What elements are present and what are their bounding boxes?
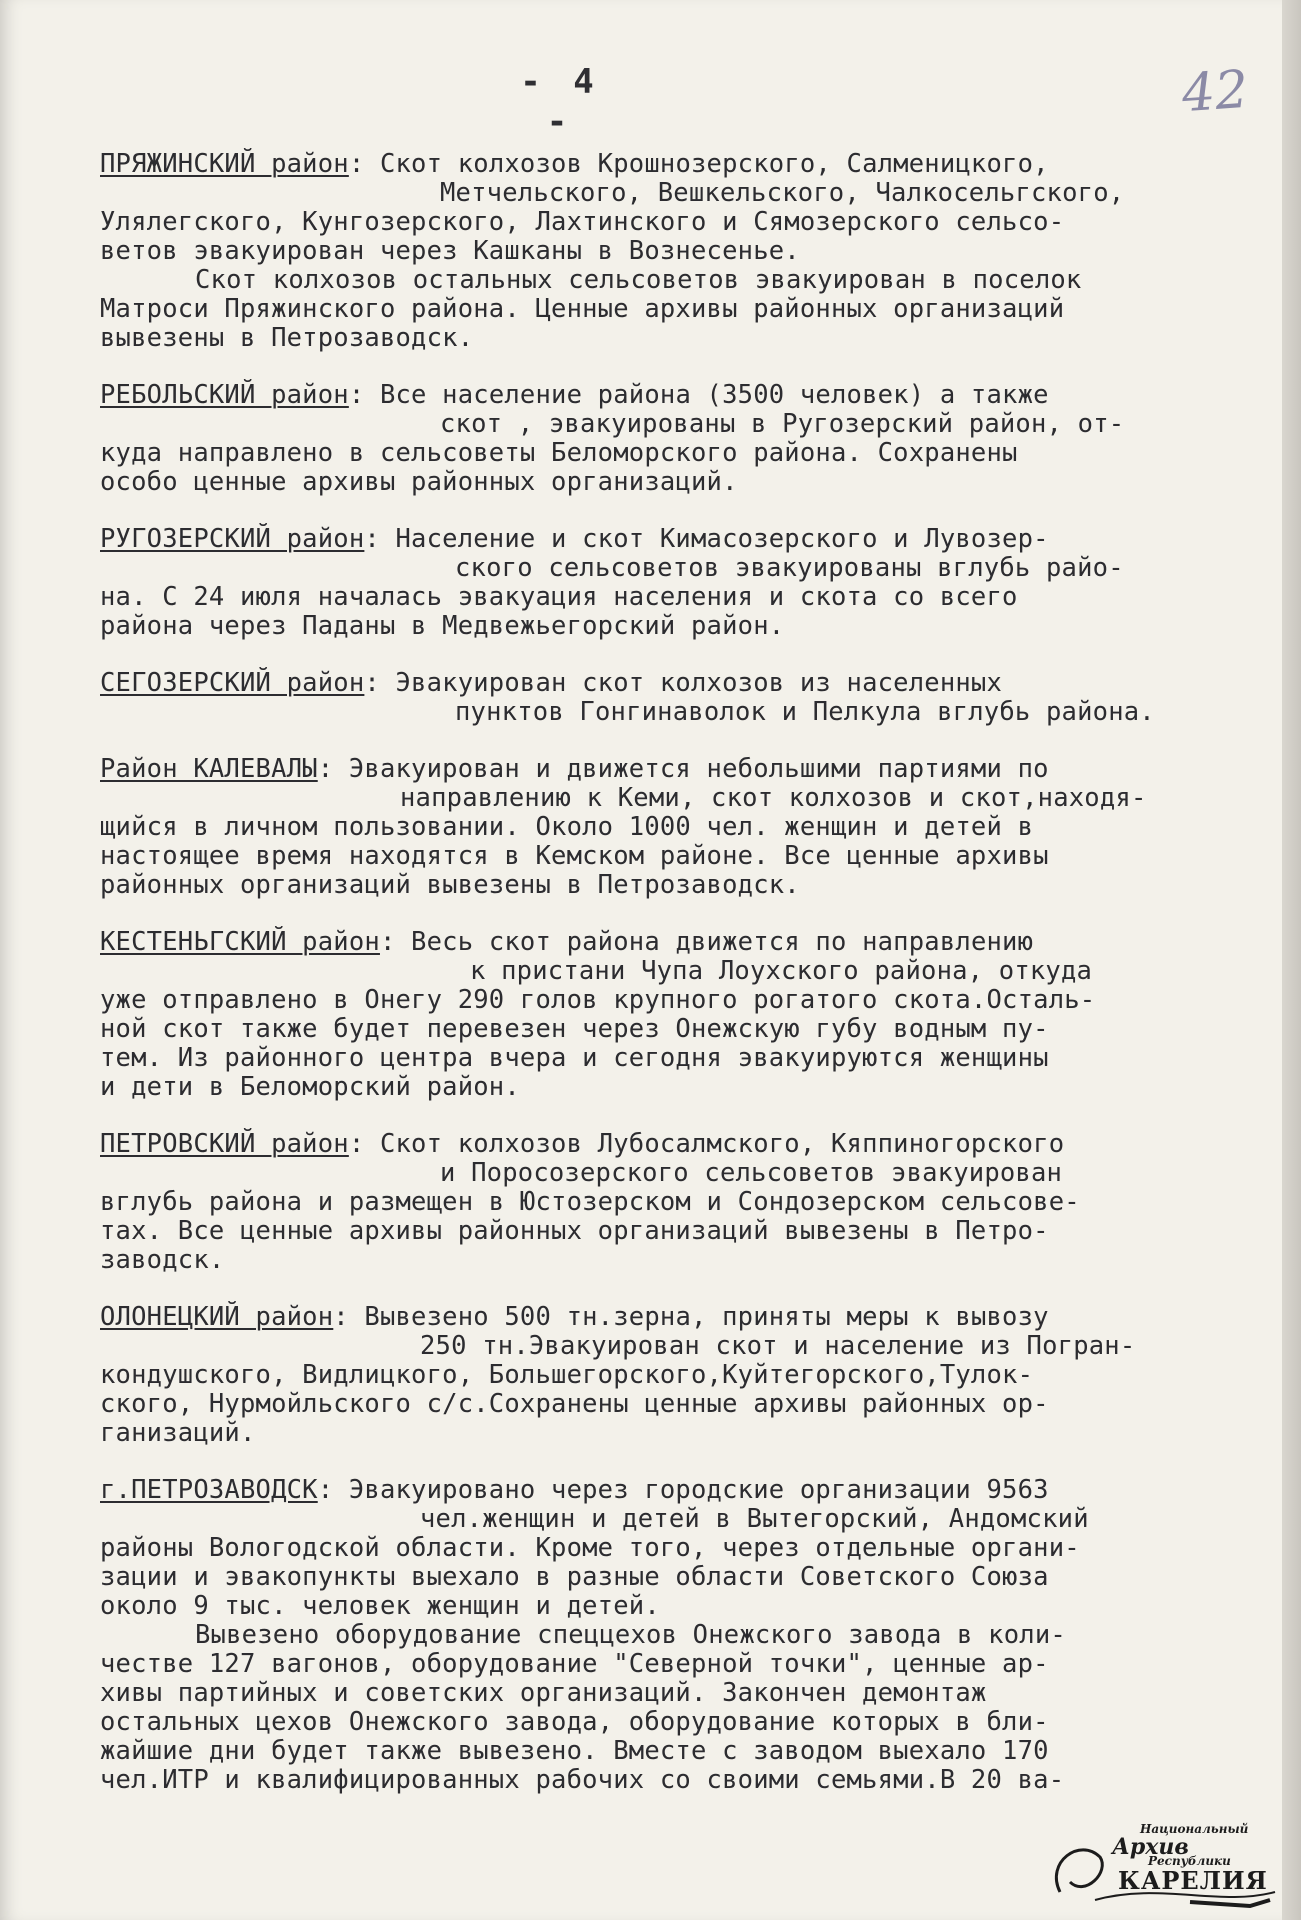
entry-line: районы Вологодской области. Кроме того, через отдельные органи- <box>100 1533 1080 1563</box>
district-name: РЕБОЛЬСКИЙ район <box>100 380 349 410</box>
entry-line: кондушского, Видлицкого, Большегорского,Куйтегорского,Тулок- <box>100 1360 1034 1390</box>
entry-line: куда направлено в сельсоветы Беломорского района. Сохранены <box>100 438 1018 468</box>
entry-line: тах. Все ценные архивы районных организаций вывезены в Петро- <box>100 1216 1049 1246</box>
entry-line: остальных цехов Онежского завода, оборудование которых в бли- <box>100 1707 1049 1737</box>
entry-text: : Вывезено 500 тн.зерна, приняты меры к вывозу <box>333 1302 1049 1332</box>
district-name: РУГОЗЕРСКИЙ район <box>100 524 365 554</box>
entry-line: чел.женщин и детей в Вытегорский, Андомский <box>420 1504 1089 1534</box>
entry-line: чел.ИТР и квалифицированных рабочих со своими семьями.В 20 ва- <box>100 1765 1065 1795</box>
entry-line: к пристани Чупа Лоухского района, откуда <box>470 956 1093 986</box>
district-name: ПЕТРОВСКИЙ район <box>100 1129 349 1159</box>
district-name: ПРЯЖИНСКИЙ район <box>100 149 349 179</box>
entry-text: : Эвакуирован скот колхозов из населенных <box>364 668 1003 698</box>
entry-text: : Население и скот Кимасозерского и Лувозер- <box>364 524 1049 554</box>
archive-folio-number: 42 <box>1179 59 1251 125</box>
entry-line: на. С 24 июля началась эвакуация населения и скота со всего <box>100 582 1018 612</box>
entry-line: вглубь района и размещен в Юстозерском и Сондозерском сельсове- <box>100 1187 1080 1217</box>
page-edge-shadow <box>1282 0 1301 1920</box>
entry-line: Метчельского, Вешкельского, Чалкосельгского, <box>440 178 1125 208</box>
entry-line: честве 127 вагонов, оборудование "Северной точки", ценные ар- <box>100 1649 1049 1679</box>
district-name: Район КАЛЕВАЛЫ <box>100 754 318 784</box>
entry-line: направлению к Кеми, скот колхозов и скот,находя- <box>400 783 1147 813</box>
district-entry-pryazhinsky <box>100 150 1270 353</box>
district-entry-kestengsky <box>100 928 1270 1102</box>
entry-line: скот , эвакуированы в Ругозерский район, от- <box>440 409 1125 439</box>
entry-line: ского, Нурмойльского с/с.Сохранены ценные архивы районных ор- <box>100 1389 1049 1419</box>
stamp-text-republic: Республики <box>1148 1854 1231 1868</box>
entry-line: уже отправлено в Онегу 290 голов крупного рогатого скота.Осталь- <box>100 985 1096 1015</box>
entry-line: жайшие дни будет также вывезено. Вместе с заводом выехало 170 <box>100 1736 1049 1766</box>
entry-line: особо ценные архивы районных организаций. <box>100 467 738 497</box>
stamp-text-archive: Архив <box>1112 1834 1189 1860</box>
entry-text: : Скот колхозов Лубосалмского, Кяппиногорского <box>348 1129 1065 1159</box>
entry-line: ной скот также будет перевезен через Онежскую губу водным пу- <box>100 1014 1049 1044</box>
entry-text: : Эвакуирован и движется небольшими партиями по <box>317 754 1049 784</box>
city-entry-petrozavodsk <box>100 1476 1270 1795</box>
page-number: - 4 - <box>520 62 600 142</box>
entry-line: пунктов Гонгинаволок и Пелкула вглубь района. <box>455 697 1155 727</box>
entry-line: хивы партийных и советских организаций. Закончен демонтаж <box>100 1678 987 1708</box>
entry-line: ветов эвакуирован через Кашканы в Вознесенье. <box>100 236 800 266</box>
entry-text: : Весь скот района движется по направлению <box>379 927 1034 957</box>
entry-line: ского сельсоветов эвакуированы вглубь райо- <box>455 553 1124 583</box>
district-name: г.ПЕТРОЗАВОДСК <box>100 1475 318 1505</box>
document-body <box>100 150 1270 1823</box>
entry-line: щийся в личном пользовании. Около 1000 чел. женщин и детей в <box>100 812 1034 842</box>
entry-text: : Все население района (3500 человек) а также <box>348 380 1049 410</box>
entry-line: зации и эвакопункты выехало в разные области Советского Союза <box>100 1562 1049 1592</box>
stamp-text-national: Национальный <box>1140 1822 1249 1836</box>
district-entry-petrovsky <box>100 1130 1270 1275</box>
archive-stamp-logo <box>1040 1822 1280 1912</box>
entry-line: заводск. <box>100 1245 225 1275</box>
entry-line: Вывезено оборудование спеццехов Онежского завода в коли- <box>195 1620 1066 1650</box>
district-entry-segozersky <box>100 669 1270 727</box>
district-name: ОЛОНЕЦКИЙ район <box>100 1302 334 1332</box>
stamp-text-karelia: КАРЕЛИЯ <box>1118 1866 1268 1895</box>
entry-line: тем. Из районного центра вчера и сегодня эвакуируются женщины <box>100 1043 1049 1073</box>
entry-line: района через Паданы в Медвежьегорский район. <box>100 611 785 641</box>
entry-line: Скот колхозов остальных сельсоветов эвакуирован в поселок <box>195 265 1082 295</box>
district-entry-kalevala <box>100 755 1270 900</box>
entry-text: : Скот колхозов Крошнозерского, Салменицкого, <box>348 149 1049 179</box>
entry-text: : Эвакуировано через городские организации 9563 <box>317 1475 1049 1505</box>
entry-line: настоящее время находятся в Кемском районе. Все ценные архивы <box>100 841 1049 871</box>
entry-line: и дети в Беломорский район. <box>100 1072 520 1102</box>
entry-line: районных организаций вывезены в Петрозаводск. <box>100 870 800 900</box>
entry-line: Улялегского, Кунгозерского, Лахтинского и Сямозерского сельсо- <box>100 207 1065 237</box>
entry-line: около 9 тыс. человек женщин и детей. <box>100 1591 660 1621</box>
entry-line: 250 тн.Эвакуирован скот и население из Погран- <box>420 1331 1136 1361</box>
entry-line: и Поросозерского сельсоветов эвакуирован <box>440 1158 1063 1188</box>
district-entry-rebolsky <box>100 381 1270 497</box>
entry-line: ганизаций. <box>100 1418 256 1448</box>
district-entry-olonetsky <box>100 1303 1270 1448</box>
district-name: КЕСТЕНЬГСКИЙ район <box>100 927 380 957</box>
entry-line: Матроси Пряжинского района. Ценные архивы районных организаций <box>100 294 1065 324</box>
district-name: СЕГОЗЕРСКИЙ район <box>100 668 365 698</box>
district-entry-rugozersky <box>100 525 1270 641</box>
entry-line: вывезены в Петрозаводск. <box>100 323 474 353</box>
